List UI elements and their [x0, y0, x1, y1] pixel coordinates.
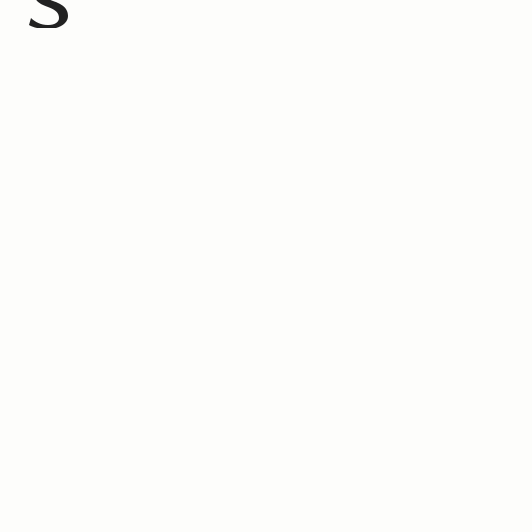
drop-cap-s-glyph — [26, 0, 78, 28]
drop-cap-letter — [26, 0, 78, 28]
